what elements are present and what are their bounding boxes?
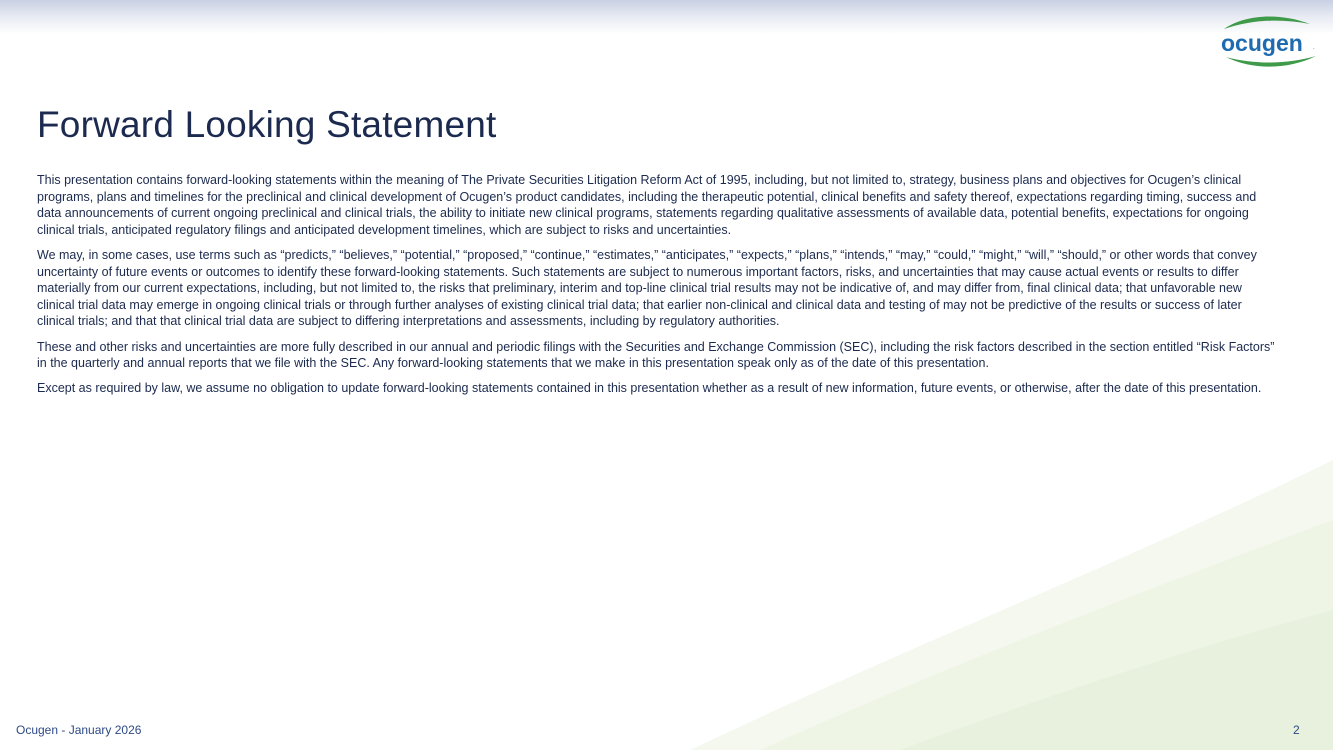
ocugen-logo [1216,12,1320,72]
page-number: 2 [1293,723,1300,737]
paragraph-terms-and-risks: We may, in some cases, use terms such as “predicts,” “believes,” “potential,” “proposed,” “continue,” “estimates,” “anticipates,” “expects,” “plans,” “intends,” “may,” “could,” “might,” “will,” “should,” or other words that convey uncertainty of future events or outcomes to identify these forward-looking statements. Such statements are subject to numerous important factors, risks, and uncertainties that may cause actual events or results to differ materially from our current expectations, including, but not limited to, the risks that preliminary, interim and top-line clinical trial results may not be indicative of, and may differ from, final clinical data; that unfavorable new clinical trial data may emerge in ongoing clinical trials or through further analyses of existing clinical trial data; that earlier non-clinical and clinical data and testing of may not be predictive of the results or success of later clinical trials; and that that clinical trial data are subject to differing interpretations and assessments, including by regulatory authorities. [37,247,1257,329]
footer-company-date: Ocugen - January 2026 [16,723,142,737]
slide-title: Forward Looking Statement [37,104,497,145]
paragraph-no-obligation: Except as required by law, we assume no obligation to update forward-looking statements contained in this presentation whether as a result of new information, future events, or otherwise, after the date of this presentation. [37,381,1262,396]
logo-top-swoosh-icon [1224,17,1310,29]
paragraph-forward-looking-intro: This presentation contains forward-looking statements within the meaning of The Private Securities Litigation Reform Act of 1995, including, but not limited to, strategy, business plans and objectives for Ocugen’s clinical programs, plans and timelines for the preclinical and clinical development of Ocugen’s product candidates, including the therapeutic potential, clinical benefits and safety thereof, expectations regarding timing, success and data announcements of current ongoing preclinical and clinical trials, the ability to initiate new clinical programs, statements regarding qualitative assessments of available data, potential benefits, expectations for ongoing clinical trials, anticipated regulatory filings and anticipated development timelines, which are subject to risks and uncertainties. [37,173,1257,237]
logo-trademark-dot: . [1313,45,1315,51]
paragraph-sec-filings: These and other risks and uncertainties are more fully described in our annual and periodic filings with the Securities and Exchange Commission (SEC), including the risk factors described in the section entitled “Risk Factors” in the quarterly and annual reports that we file with the SEC. Any forward-looking statements that we make in this presentation speak only as of the date of this presentation. [37,339,1275,371]
logo-bottom-swoosh-icon [1226,56,1316,67]
logo-wordmark: ocugen [1221,30,1303,56]
disclaimer-body [37,172,1279,406]
